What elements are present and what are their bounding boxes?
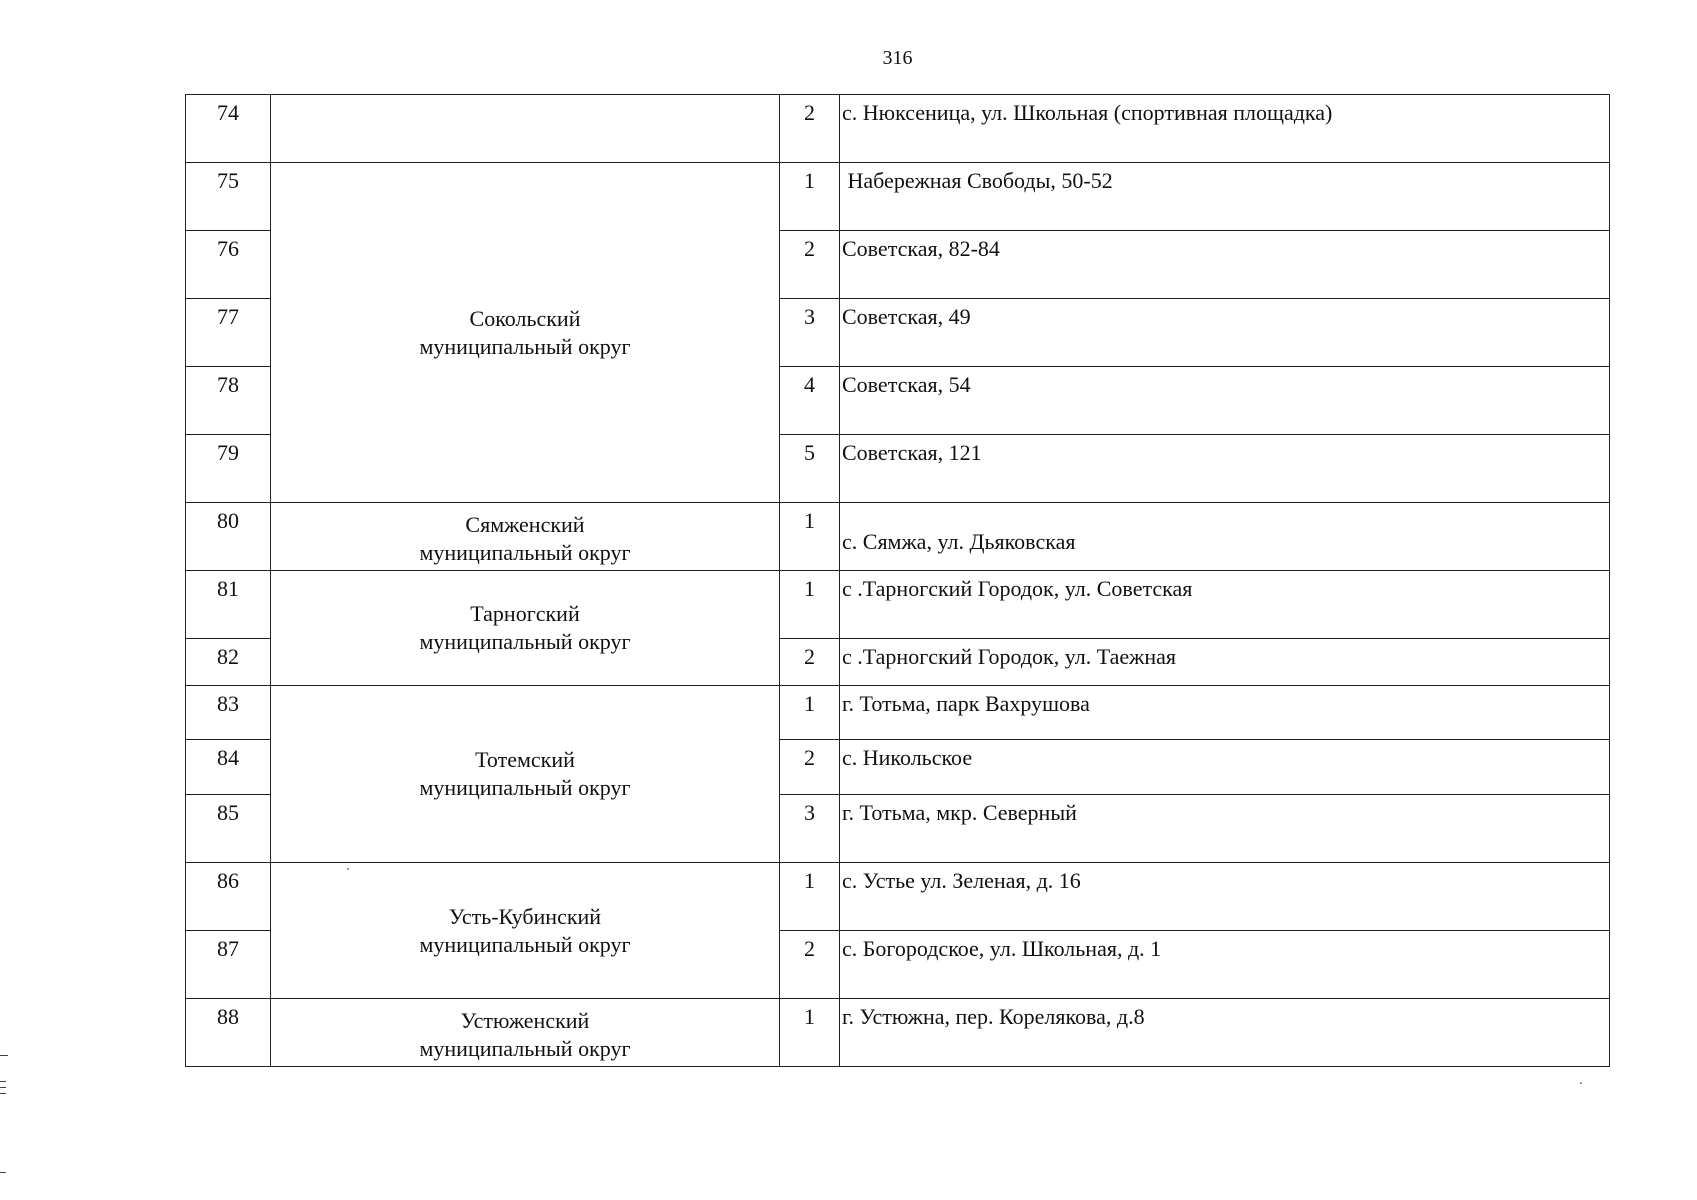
site-number: 2 bbox=[780, 740, 840, 795]
site-number: 1 bbox=[780, 571, 840, 639]
row-index: 75 bbox=[186, 163, 271, 231]
district-address-table bbox=[185, 94, 1610, 1067]
scan-edge-mark bbox=[0, 1093, 6, 1094]
site-number: 3 bbox=[780, 795, 840, 863]
scan-edge-mark bbox=[0, 1055, 8, 1056]
site-number: 1 bbox=[780, 686, 840, 740]
row-index: 86 bbox=[186, 863, 271, 931]
table-row bbox=[186, 999, 1610, 1067]
district-cell bbox=[271, 163, 780, 503]
site-number: 4 bbox=[780, 367, 840, 435]
site-address: с. Нюксеница, ул. Школьная (спортивная площадка) bbox=[840, 95, 1610, 163]
district-cell bbox=[271, 999, 780, 1067]
row-index: 83 bbox=[186, 686, 271, 740]
site-number: 1 bbox=[780, 503, 840, 571]
site-address: г. Тотьма, парк Вахрушова bbox=[840, 686, 1610, 740]
district-type: муниципальный округ bbox=[419, 931, 631, 957]
table-row bbox=[186, 95, 1610, 163]
district-name: Сямженский bbox=[465, 511, 585, 537]
site-address: с. Устье ул. Зеленая, д. 16 bbox=[840, 863, 1610, 931]
site-address: г. Тотьма, мкр. Северный bbox=[840, 795, 1610, 863]
district-type: муниципальный округ bbox=[419, 539, 631, 565]
district-cell bbox=[271, 863, 780, 999]
table-row bbox=[186, 503, 1610, 571]
site-address: Советская, 54 bbox=[840, 367, 1610, 435]
row-index: 82 bbox=[186, 639, 271, 686]
page-number: 316 bbox=[882, 47, 913, 69]
district-cell bbox=[271, 571, 780, 686]
site-number: 2 bbox=[780, 95, 840, 163]
district-name: Усть-Кубинский bbox=[448, 903, 602, 929]
district-cell bbox=[271, 503, 780, 571]
site-number: 2 bbox=[780, 231, 840, 299]
site-address: Советская, 121 bbox=[840, 435, 1610, 503]
site-address: Советская, 82-84 bbox=[840, 231, 1610, 299]
district-name: Сокольский bbox=[469, 305, 581, 331]
site-address: Набережная Свободы, 50-52 bbox=[840, 163, 1610, 231]
site-address: с. Никольское bbox=[840, 740, 1610, 795]
row-index: 81 bbox=[186, 571, 271, 639]
district-type: муниципальный округ bbox=[419, 775, 631, 800]
district-name: Устюженский bbox=[460, 1007, 590, 1033]
table-row bbox=[186, 571, 1610, 639]
site-number: 2 bbox=[780, 931, 840, 999]
row-index: 88 bbox=[186, 999, 271, 1067]
site-address: г. Устюжна, пер. Корелякова, д.8 bbox=[840, 999, 1610, 1067]
district-name: Тарногский bbox=[470, 601, 580, 626]
row-index: 74 bbox=[186, 95, 271, 163]
row-index: 79 bbox=[186, 435, 271, 503]
site-number: 2 bbox=[780, 639, 840, 686]
table-row bbox=[186, 686, 1610, 740]
site-number: 5 bbox=[780, 435, 840, 503]
site-number: 1 bbox=[780, 999, 840, 1067]
district-type: муниципальный округ bbox=[419, 333, 631, 359]
district-cell bbox=[271, 686, 780, 863]
scan-edge-mark bbox=[0, 1087, 6, 1088]
scan-speck bbox=[1580, 1082, 1582, 1084]
site-address: Советская, 49 bbox=[840, 299, 1610, 367]
site-number: 1 bbox=[780, 863, 840, 931]
row-index: 84 bbox=[186, 740, 271, 795]
site-address: с .Тарногский Городок, ул. Советская bbox=[840, 571, 1610, 639]
row-index: 80 bbox=[186, 503, 271, 571]
row-index: 77 bbox=[186, 299, 271, 367]
row-index: 85 bbox=[186, 795, 271, 863]
district-name: Тотемский bbox=[475, 747, 575, 772]
row-index: 87 bbox=[186, 931, 271, 999]
row-index: 76 bbox=[186, 231, 271, 299]
table-row bbox=[186, 163, 1610, 231]
scan-edge-mark bbox=[0, 1081, 6, 1082]
site-number: 1 bbox=[780, 163, 840, 231]
district-cell bbox=[271, 95, 780, 163]
table-row bbox=[186, 863, 1610, 931]
scan-edge-mark bbox=[0, 1172, 6, 1173]
site-address: с .Тарногский Городок, ул. Таежная bbox=[840, 639, 1610, 686]
district-type: муниципальный округ bbox=[419, 1035, 631, 1061]
site-address: с. Сямжа, ул. Дьяковская bbox=[840, 503, 1610, 571]
row-index: 78 bbox=[186, 367, 271, 435]
site-address: с. Богородское, ул. Школьная, д. 1 bbox=[840, 931, 1610, 999]
site-number: 3 bbox=[780, 299, 840, 367]
scan-speck bbox=[347, 868, 349, 870]
district-type: муниципальный округ bbox=[419, 629, 631, 654]
